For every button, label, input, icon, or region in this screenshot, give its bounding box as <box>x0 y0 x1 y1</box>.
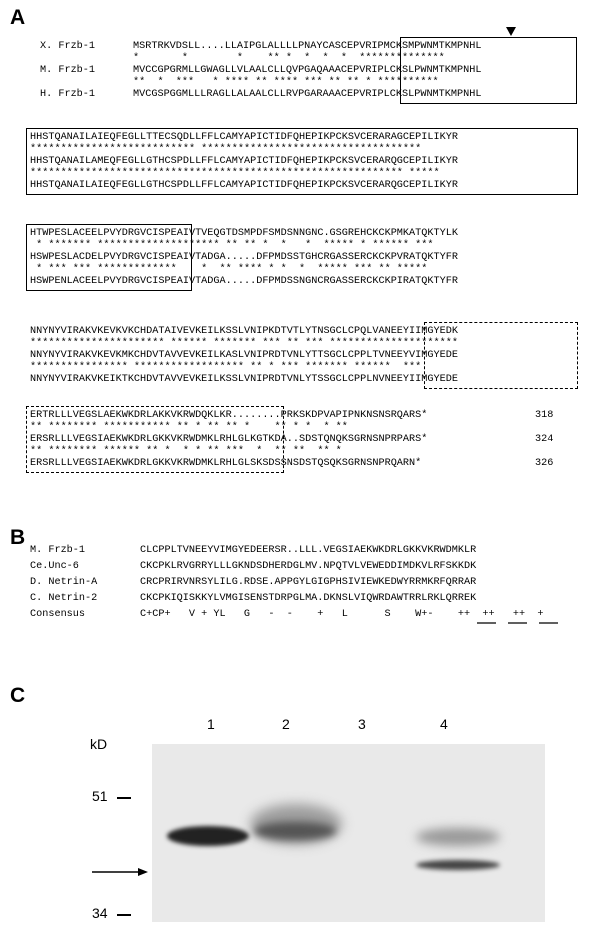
conservation-row: **************** ****************** ** * *** ******* ****** *** <box>30 362 422 373</box>
sequence-row: HSWPESLACDELPVYDRGVCISPEAIVTADGA.....DFPMDSSTGHCRGASSERCKCKPVRATQKTYFR <box>30 252 458 263</box>
sequence-row: ERSRLLLVEGSIAEKWKDRLGKKVKRWDMKLRHLGLKGTKDA..SDSTQNQKSGRNSNPRPARS* <box>30 434 428 445</box>
sequence-row: CLCPPLTVNEEYVIMGYEDEERSR..LLL.VEGSIAEKWKDRLGKKVKRWDMKLR <box>140 545 477 556</box>
species-label: M. Frzb-1 <box>40 65 96 76</box>
species-label: X. Frzb-1 <box>40 41 96 52</box>
conservation-row: * * * ** * * * * ************** <box>133 53 445 64</box>
sequence-row: NNYNYVIRAKVKEIKTKCHDVTAVVEVKEILKSSLVNIPRDTVNLYTSSGCLCPPLNVNEEYIIMGYEDE <box>30 374 458 385</box>
basic-residue-underlines <box>140 620 580 628</box>
lane-label: 3 <box>358 716 366 732</box>
sequence-row: MVCGSPGGMLLLRAGLLALAALCLLRVPGARAAACEPVRIPLCKSLPWNMTKMPNHL <box>133 89 482 100</box>
conservation-row: ************************************************************* ***** <box>30 168 440 179</box>
sequence-row: CKCPKLRVGRRYLLLGKNDSDHERDGLMV.NPQTVLVEWEDDIMDKVLRFSKKDK <box>140 561 477 572</box>
sequence-row: MSRTRKVDSLL....LLAIPGLALLLLPNAYCASCEPVRIPMCKSMPWNMTKMPNHL <box>133 41 482 52</box>
glycosylation-arrowhead-icon <box>506 27 516 37</box>
sequence-row: MVCCGPGRMLLGWAGLLVLAALCLLQVPGAQAAACEPVRIPLCKSLPWNMTKMPNHL <box>133 65 482 76</box>
sequence-row: HHSTQANAILAIEQFEGLLTTECSQDLLFFLCAMYAPICTIDFQHEPIKPCKSVCERARAGCEPILIKYR <box>30 132 458 143</box>
sequence-row: NNYNYVIRAKVKEVKVKCHDATAIVEVKEILKSSLVNIPKDTVTLYTNSGCLCPQLVANEEYIIMGYEDK <box>30 326 458 337</box>
species-label: D. Netrin-A <box>30 577 98 588</box>
netrin-domain-box <box>424 322 578 389</box>
species-label: M. Frzb-1 <box>30 545 86 556</box>
cysteine-rich-domain-box <box>26 224 192 291</box>
band-lane-4-lower <box>416 860 500 870</box>
species-label: Consensus <box>30 609 86 620</box>
residue-count: 326 <box>535 458 554 469</box>
conservation-row: *************************** ************************************ <box>30 144 422 155</box>
conservation-row: ** * *** * **** ** **** *** ** ** * ********** <box>133 77 439 88</box>
residue-count: 324 <box>535 434 554 445</box>
band-lane-1 <box>167 826 249 846</box>
mw-tick <box>117 797 131 799</box>
conservation-row: ** ******** *********** ** * ** ** * ** * * * ** <box>30 422 348 433</box>
consensus-row: C+CP+ V + YL G - - + L S W+- ++ ++ ++ + <box>140 609 544 620</box>
sequence-row: ERSRLLLVEGSIAEKWKDRLGKKVKRWDMKLRHLGLSKSDSSNSDSTQSQKSGRNSNPRQARN* <box>30 458 422 469</box>
panel-label-a: A <box>10 6 26 29</box>
netrin-domain-box <box>26 406 284 473</box>
species-label: C. Netrin-2 <box>30 593 98 604</box>
conservation-row: ********************** ****** ******* *** ** *** ********************* <box>30 338 458 349</box>
processed-band-arrow-icon <box>92 867 148 877</box>
lane-label: 1 <box>207 716 215 732</box>
sequence-row: HHSTQANAILAIEQFEGLLGTHCSPDLLFFLCAMYAPICTIDFQHEPIKPCKSVCERARQGCEPILIKYR <box>30 180 458 191</box>
mw-tick <box>117 914 131 916</box>
conservation-row: * ******* ******************** ** ** * * * ***** * ****** *** <box>30 240 434 251</box>
residue-count: 318 <box>535 410 554 421</box>
sequence-row: NNYNYVIRAKVKEVKMKCHDVTAVVEVKEILKASLVNIPRDTVNLYTTSGCLCPPLTVNEEYVIMGYEDE <box>30 350 458 361</box>
mw-marker-34: 34 <box>92 905 108 921</box>
cysteine-rich-domain-box <box>400 37 577 104</box>
sequence-row: HSWPENLACEELPVYDRGVCISPEAIVTADGA.....DFPMDSSNGNCRGASSERCKCKPIRATQKTYFR <box>30 276 458 287</box>
conservation-row: ** ******** ****** ** * * * ** *** * ** ** ** * <box>30 446 342 457</box>
sequence-row: CKCPKIQISKKYLVMGISENSTDRPGLMA.DKNSLVIQWRDAWTRRLRKLQRREK <box>140 593 477 604</box>
species-label: H. Frzb-1 <box>40 89 96 100</box>
blot-membrane <box>152 744 545 922</box>
mw-marker-51: 51 <box>92 788 108 804</box>
sequence-row: CRCPRIRVNRSYLILG.RDSE.APPGYLGIGPHSIVIEWKEDWYRRMKRFQRRAR <box>140 577 477 588</box>
band-lane-2 <box>254 822 336 840</box>
panel-label-b: B <box>10 526 26 549</box>
sequence-row: HHSTQANAILAMEQFEGLLGTHCSPDLLFFLCAMYAPICTIDFQHEPIKPCKSVCERARQGCEPILIKYR <box>30 156 458 167</box>
species-label: Ce.Unc-6 <box>30 561 79 572</box>
band-lane-4-upper <box>416 828 500 846</box>
sequence-row: ERTRLLLVEGSLAEKWKDRLAKKVKRWDQKLKR........PRKSKDPVAPIPNKNSNSRQARS* <box>30 410 428 421</box>
kd-unit-label: kD <box>90 736 108 752</box>
lane-label: 2 <box>282 716 290 732</box>
cysteine-rich-domain-box <box>26 128 578 195</box>
panel-label-c: C <box>10 684 26 707</box>
sequence-row: HTWPESLACEELPVYDRGVCISPEAIVTVEQGTDSMPDFSMDSNNGNC.GSGREHCKCKPMKATQKTYLK <box>30 228 458 239</box>
lane-label: 4 <box>440 716 448 732</box>
conservation-row: * *** *** ************* * ** **** * * * ***** *** ** ***** <box>30 264 428 275</box>
